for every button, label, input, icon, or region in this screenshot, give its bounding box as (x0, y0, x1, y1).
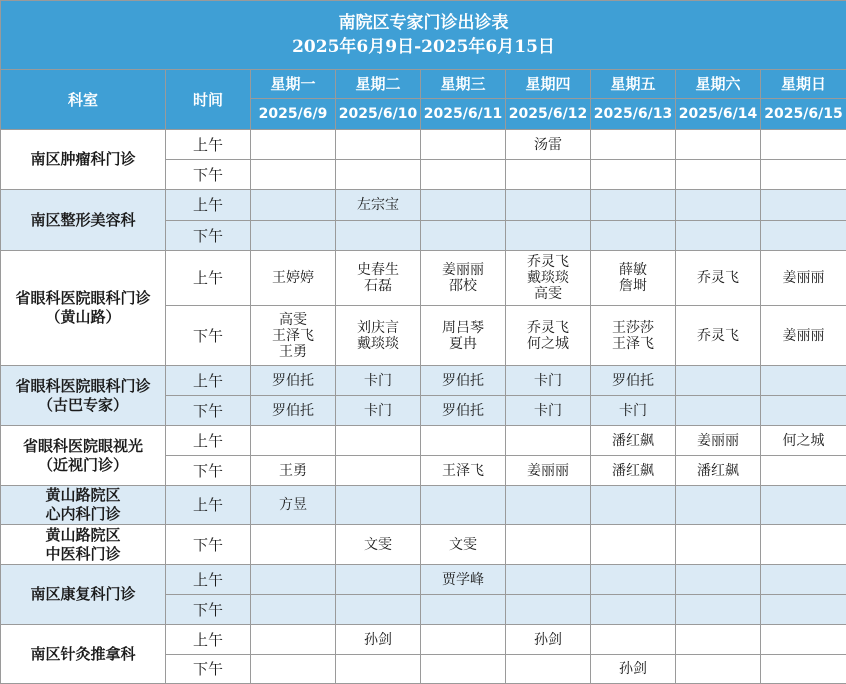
doctor-cell (421, 456, 506, 486)
period-cell: 上午 (166, 366, 251, 396)
doctor-name: 薛敏 (591, 262, 675, 278)
doctor-cell (251, 525, 336, 565)
doctor-cell (421, 130, 506, 160)
table-title-cell (1, 1, 846, 70)
doctor-cell (676, 655, 761, 684)
doctor-cell (336, 426, 421, 456)
doctor-cell (591, 306, 676, 366)
doctor-cell (506, 251, 591, 306)
doctor-cell (676, 190, 761, 221)
doctor-cell (591, 625, 676, 655)
doctor-name: 罗伯托 (591, 373, 675, 389)
doctor-cell (251, 251, 336, 306)
department-name-line: 中医科门诊 (1, 545, 165, 564)
doctor-cell (591, 396, 676, 426)
doctor-cell (591, 655, 676, 684)
doctor-name: 卡门 (336, 403, 420, 419)
department-name-line: 南区康复科门诊 (1, 585, 165, 604)
doctor-cell (761, 595, 846, 625)
period-cell: 下午 (166, 160, 251, 190)
doctor-cell (421, 366, 506, 396)
doctor-cell (421, 221, 506, 251)
doctor-cell (591, 525, 676, 565)
doctor-cell (506, 190, 591, 221)
doctor-name: 邵校 (421, 278, 505, 294)
department-name-cell (1, 486, 166, 525)
doctor-cell (421, 160, 506, 190)
doctor-cell (676, 160, 761, 190)
doctor-cell (591, 251, 676, 306)
doctor-cell (421, 595, 506, 625)
doctor-cell (251, 595, 336, 625)
doctor-name: 石磊 (336, 278, 420, 294)
doctor-cell (336, 251, 421, 306)
doctor-cell (251, 486, 336, 525)
doctor-cell (506, 130, 591, 160)
doctor-name: 何之城 (761, 433, 846, 449)
schedule-row (1, 426, 846, 456)
weekday-header-thu: 星期四 (506, 70, 591, 99)
doctor-name: 姜丽丽 (506, 463, 590, 479)
doctor-cell (336, 456, 421, 486)
doctor-cell (506, 396, 591, 426)
doctor-cell (251, 306, 336, 366)
doctor-cell (421, 426, 506, 456)
doctor-cell (591, 221, 676, 251)
doctor-cell (506, 525, 591, 565)
department-name-line: 省眼科医院眼科门诊 (1, 289, 165, 308)
doctor-cell (591, 486, 676, 525)
doctor-name: 姜丽丽 (761, 328, 846, 344)
schedule-row (1, 486, 846, 525)
doctor-cell (421, 190, 506, 221)
doctor-cell (421, 565, 506, 595)
doctor-name: 刘庆言 (336, 320, 420, 336)
doctor-cell (761, 565, 846, 595)
schedule-row (1, 130, 846, 160)
period-cell: 上午 (166, 625, 251, 655)
doctor-name: 王泽飞 (251, 328, 335, 344)
doctor-cell (336, 366, 421, 396)
department-name-line: 省眼科医院眼视光 (1, 437, 165, 456)
doctor-cell (336, 595, 421, 625)
department-name-cell (1, 565, 166, 625)
doctor-name: 文雯 (336, 537, 420, 553)
doctor-cell (506, 625, 591, 655)
weekday-header-tue: 星期二 (336, 70, 421, 99)
doctor-name: 罗伯托 (251, 373, 335, 389)
period-cell: 上午 (166, 426, 251, 456)
doctor-cell (676, 625, 761, 655)
doctor-name: 高雯 (251, 312, 335, 328)
doctor-cell (591, 366, 676, 396)
doctor-cell (761, 525, 846, 565)
doctor-cell (761, 251, 846, 306)
period-cell: 下午 (166, 595, 251, 625)
doctor-cell (336, 625, 421, 655)
department-name-line: （古巴专家） (1, 396, 165, 415)
period-cell: 下午 (166, 396, 251, 426)
doctor-cell (506, 366, 591, 396)
doctor-cell (251, 160, 336, 190)
doctor-name: 乔灵飞 (676, 270, 760, 286)
doctor-cell (761, 160, 846, 190)
doctor-cell (336, 190, 421, 221)
date-header-mon: 2025/6/9 (251, 99, 336, 130)
doctor-cell (251, 396, 336, 426)
period-cell: 上午 (166, 190, 251, 221)
doctor-cell (421, 486, 506, 525)
doctor-name: 乔灵飞 (506, 320, 590, 336)
doctor-cell (251, 625, 336, 655)
department-name-cell (1, 251, 166, 366)
doctor-cell (591, 456, 676, 486)
schedule-row (1, 251, 846, 306)
weekday-header-fri: 星期五 (591, 70, 676, 99)
doctor-name: 何之城 (506, 336, 590, 352)
schedule-row (1, 625, 846, 655)
period-cell: 下午 (166, 525, 251, 565)
dept-header: 科室 (1, 70, 166, 130)
doctor-cell (761, 426, 846, 456)
table-subtitle: 2025年6月9日-2025年6月15日 (1, 35, 846, 59)
doctor-cell (506, 306, 591, 366)
date-header-sat: 2025/6/14 (676, 99, 761, 130)
time-header: 时间 (166, 70, 251, 130)
department-name-cell (1, 130, 166, 190)
doctor-cell (421, 655, 506, 684)
doctor-cell (251, 130, 336, 160)
period-cell: 下午 (166, 221, 251, 251)
doctor-name: 汤雷 (506, 137, 590, 153)
date-header-tue: 2025/6/10 (336, 99, 421, 130)
period-cell: 上午 (166, 486, 251, 525)
doctor-cell (676, 595, 761, 625)
doctor-cell (336, 565, 421, 595)
doctor-name: 孙剑 (591, 661, 675, 677)
doctor-cell (336, 160, 421, 190)
schedule-body (1, 130, 846, 684)
department-name-line: （近视门诊） (1, 456, 165, 475)
doctor-cell (591, 190, 676, 221)
doctor-cell (336, 221, 421, 251)
period-cell: 上午 (166, 565, 251, 595)
doctor-cell (761, 366, 846, 396)
department-name-line: 南区肿瘤科门诊 (1, 150, 165, 169)
doctor-cell (251, 221, 336, 251)
doctor-name: 史春生 (336, 262, 420, 278)
doctor-name: 卡门 (591, 403, 675, 419)
department-name-line: 黄山路院区 (1, 526, 165, 545)
doctor-name: 姜丽丽 (761, 270, 846, 286)
doctor-name: 王莎莎 (591, 320, 675, 336)
doctor-cell (761, 625, 846, 655)
doctor-cell (506, 565, 591, 595)
department-name-line: 南区整形美容科 (1, 211, 165, 230)
doctor-cell (676, 525, 761, 565)
doctor-cell (251, 190, 336, 221)
doctor-name: 潘红飙 (591, 463, 675, 479)
doctor-name: 高雯 (506, 286, 590, 302)
doctor-cell (336, 306, 421, 366)
doctor-cell (676, 565, 761, 595)
department-name-line: 省眼科医院眼科门诊 (1, 377, 165, 396)
department-name-cell (1, 525, 166, 565)
doctor-cell (251, 366, 336, 396)
doctor-name: 乔灵飞 (506, 254, 590, 270)
doctor-cell (421, 251, 506, 306)
doctor-cell (676, 366, 761, 396)
doctor-name: 卡门 (336, 373, 420, 389)
doctor-name: 潘红飙 (591, 433, 675, 449)
doctor-cell (591, 565, 676, 595)
date-header-wed: 2025/6/11 (421, 99, 506, 130)
period-cell: 下午 (166, 306, 251, 366)
doctor-name: 王勇 (251, 463, 335, 479)
doctor-cell (251, 426, 336, 456)
department-name-line: （黄山路） (1, 308, 165, 327)
doctor-name: 乔灵飞 (676, 328, 760, 344)
doctor-cell (676, 486, 761, 525)
doctor-cell (591, 426, 676, 456)
doctor-cell (676, 396, 761, 426)
title-row (1, 1, 846, 70)
doctor-cell (506, 221, 591, 251)
doctor-cell (761, 130, 846, 160)
doctor-name: 罗伯托 (251, 403, 335, 419)
department-name-line: 心内科门诊 (1, 505, 165, 524)
table-title: 南院区专家门诊出诊表 (1, 11, 846, 35)
weekday-header-sun: 星期日 (761, 70, 846, 99)
weekday-header-mon: 星期一 (251, 70, 336, 99)
doctor-cell (591, 595, 676, 625)
doctor-cell (761, 306, 846, 366)
date-header-thu: 2025/6/12 (506, 99, 591, 130)
schedule-row (1, 366, 846, 396)
doctor-cell (336, 655, 421, 684)
doctor-cell (336, 130, 421, 160)
department-name-cell (1, 190, 166, 251)
doctor-cell (676, 426, 761, 456)
doctor-name: 左宗宝 (336, 197, 420, 213)
doctor-cell (506, 486, 591, 525)
doctor-name: 文雯 (421, 537, 505, 553)
doctor-name: 孙剑 (506, 632, 590, 648)
doctor-name: 王泽飞 (421, 463, 505, 479)
doctor-name: 戴琰琰 (506, 270, 590, 286)
doctor-name: 周吕琴 (421, 320, 505, 336)
doctor-cell (761, 486, 846, 525)
doctor-cell (336, 486, 421, 525)
date-header-sun: 2025/6/15 (761, 99, 846, 130)
department-name-line: 黄山路院区 (1, 486, 165, 505)
doctor-name: 潘红飙 (676, 463, 760, 479)
doctor-cell (251, 655, 336, 684)
doctor-name: 姜丽丽 (676, 433, 760, 449)
weekday-header-wed: 星期三 (421, 70, 506, 99)
doctor-cell (506, 595, 591, 625)
doctor-name: 戴琰琰 (336, 336, 420, 352)
doctor-name: 詹埘 (591, 278, 675, 294)
doctor-name: 方昱 (251, 497, 335, 513)
department-name-cell (1, 366, 166, 426)
weekday-header-sat: 星期六 (676, 70, 761, 99)
period-cell: 上午 (166, 130, 251, 160)
doctor-name: 王泽飞 (591, 336, 675, 352)
doctor-name: 罗伯托 (421, 373, 505, 389)
doctor-name: 卡门 (506, 403, 590, 419)
doctor-cell (251, 565, 336, 595)
doctor-cell (676, 456, 761, 486)
doctor-cell (676, 221, 761, 251)
doctor-cell (421, 306, 506, 366)
department-name-cell (1, 625, 166, 684)
period-cell: 下午 (166, 456, 251, 486)
doctor-cell (251, 456, 336, 486)
schedule-row (1, 565, 846, 595)
doctor-cell (506, 160, 591, 190)
doctor-cell (676, 130, 761, 160)
doctor-cell (676, 251, 761, 306)
doctor-cell (676, 306, 761, 366)
doctor-name: 贾学峰 (421, 572, 505, 588)
doctor-cell (761, 655, 846, 684)
doctor-name: 孙剑 (336, 632, 420, 648)
doctor-cell (421, 625, 506, 655)
doctor-cell (336, 525, 421, 565)
doctor-name: 夏冉 (421, 336, 505, 352)
doctor-cell (591, 160, 676, 190)
doctor-cell (421, 396, 506, 426)
doctor-name: 卡门 (506, 373, 590, 389)
schedule-row (1, 525, 846, 565)
doctor-cell (591, 130, 676, 160)
schedule-row (1, 190, 846, 221)
doctor-cell (761, 456, 846, 486)
department-name-cell (1, 426, 166, 486)
weekday-header-row (1, 70, 846, 99)
doctor-cell (336, 396, 421, 426)
doctor-cell (761, 396, 846, 426)
doctor-cell (506, 426, 591, 456)
department-name-line: 南区针灸推拿科 (1, 645, 165, 664)
doctor-name: 王婷婷 (251, 270, 335, 286)
doctor-name: 姜丽丽 (421, 262, 505, 278)
doctor-cell (506, 456, 591, 486)
doctor-name: 罗伯托 (421, 403, 505, 419)
period-cell: 下午 (166, 655, 251, 684)
date-header-fri: 2025/6/13 (591, 99, 676, 130)
doctor-cell (761, 221, 846, 251)
doctor-cell (761, 190, 846, 221)
period-cell: 上午 (166, 251, 251, 306)
doctor-name: 王勇 (251, 344, 335, 360)
doctor-cell (421, 525, 506, 565)
doctor-cell (506, 655, 591, 684)
